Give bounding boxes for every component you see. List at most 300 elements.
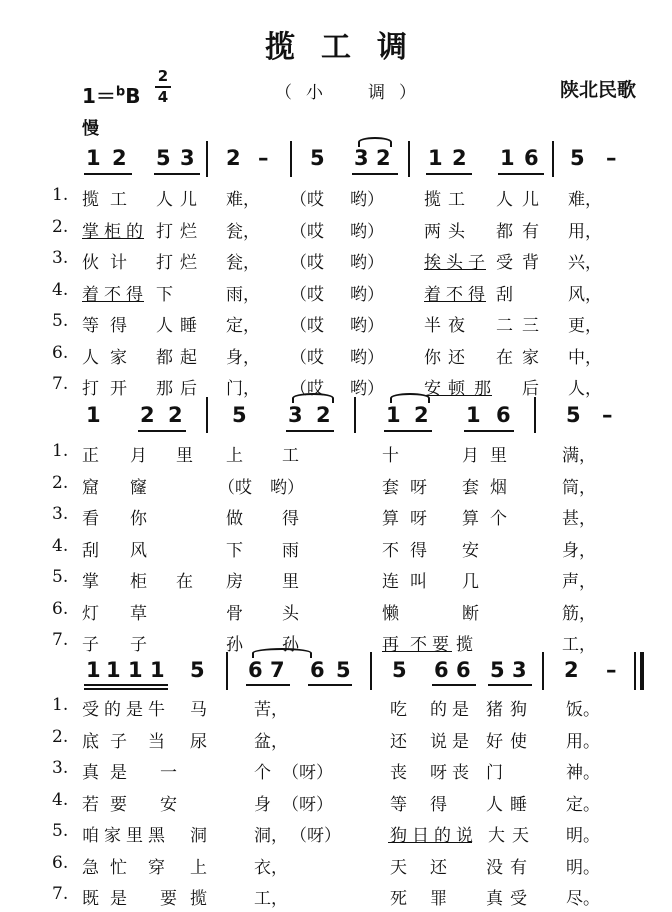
lyric: 狗 bbox=[390, 826, 407, 846]
lyric: 人 bbox=[156, 316, 173, 336]
lyric: 两 bbox=[424, 222, 441, 242]
note: 1 bbox=[386, 403, 401, 427]
lyric: 月 bbox=[130, 446, 147, 466]
lyric: 哟） bbox=[350, 348, 384, 368]
lyric: 半 bbox=[424, 316, 441, 336]
lyric: （呀） bbox=[282, 763, 333, 783]
lyric: 身， bbox=[226, 348, 260, 368]
bar-line bbox=[206, 141, 208, 177]
lyric: 受 bbox=[82, 700, 99, 720]
lyric: 说 bbox=[430, 732, 447, 752]
lyric: 神。 bbox=[566, 763, 600, 783]
note: 1 bbox=[150, 658, 165, 682]
lyric: 刮 bbox=[82, 541, 99, 561]
lyric: 难， bbox=[226, 190, 260, 210]
lyric: 几 bbox=[462, 572, 479, 592]
lyric: 真 bbox=[82, 763, 99, 783]
lyric: 急 bbox=[82, 858, 99, 878]
verse-number: 4. bbox=[52, 280, 69, 300]
lyric: 挨 bbox=[424, 253, 441, 273]
lyric: （哎 bbox=[218, 478, 252, 498]
beam bbox=[426, 173, 472, 175]
lyric: 孙 bbox=[282, 635, 299, 655]
note: 3 bbox=[354, 146, 369, 170]
note: 1 bbox=[500, 146, 515, 170]
lyric: 人 bbox=[496, 190, 513, 210]
lyric: 不 bbox=[410, 635, 427, 655]
beam bbox=[488, 684, 532, 686]
lyric: 受 bbox=[510, 889, 527, 909]
lyric: 叫 bbox=[410, 572, 427, 592]
lyric-underline bbox=[424, 395, 492, 396]
tie bbox=[292, 393, 334, 403]
lyric: （哎 bbox=[290, 348, 324, 368]
lyric: 上 bbox=[190, 858, 207, 878]
lyric: 工 bbox=[110, 190, 127, 210]
tie bbox=[358, 137, 392, 147]
lyric: 打 bbox=[82, 379, 99, 399]
lyric: 马 bbox=[190, 700, 207, 720]
lyric: （哎 bbox=[290, 316, 324, 336]
verse-number: 3. bbox=[52, 248, 69, 268]
lyric: 儿 bbox=[180, 190, 197, 210]
beam bbox=[84, 688, 168, 690]
beam bbox=[498, 173, 544, 175]
lyric: 黑 bbox=[148, 826, 165, 846]
verse-number: 4. bbox=[52, 790, 69, 810]
lyric: 睡 bbox=[180, 316, 197, 336]
beam bbox=[84, 173, 132, 175]
lyric: 的 bbox=[104, 700, 121, 720]
lyric: 那 bbox=[474, 379, 491, 399]
note: 2 bbox=[414, 403, 429, 427]
lyric: 不 bbox=[446, 285, 463, 305]
lyric: 的 bbox=[430, 700, 447, 720]
lyric: 家 bbox=[110, 348, 127, 368]
lyric: 都 bbox=[156, 348, 173, 368]
verse-number: 2. bbox=[52, 217, 69, 237]
lyric: 草 bbox=[130, 604, 147, 624]
lyric: 若 bbox=[82, 795, 99, 815]
verse-number: 5. bbox=[52, 311, 69, 331]
note: – bbox=[606, 658, 617, 682]
lyric: 你 bbox=[424, 348, 441, 368]
lyric: 定， bbox=[226, 316, 260, 336]
beam bbox=[384, 430, 432, 432]
lyric: 的 bbox=[126, 222, 143, 242]
lyric: 里 bbox=[126, 826, 143, 846]
lyric: 三 bbox=[522, 316, 539, 336]
lyric: 要 bbox=[110, 795, 127, 815]
lyric: 丧 bbox=[452, 763, 469, 783]
lyric: 尿 bbox=[190, 732, 207, 752]
verse-number: 6. bbox=[52, 343, 69, 363]
lyric: 中， bbox=[568, 348, 602, 368]
note: 2 bbox=[376, 146, 391, 170]
lyric: 门 bbox=[486, 763, 503, 783]
lyric: 刮 bbox=[496, 285, 513, 305]
lyric: 雨 bbox=[282, 541, 299, 561]
lyric: 窟 bbox=[82, 478, 99, 498]
key-note: B bbox=[125, 84, 141, 108]
lyric: 灯 bbox=[82, 604, 99, 624]
lyric: 夜 bbox=[448, 316, 465, 336]
lyric: 是 bbox=[452, 700, 469, 720]
lyric: 衣， bbox=[254, 858, 288, 878]
lyric: 在 bbox=[496, 348, 513, 368]
lyric: 苦， bbox=[254, 700, 288, 720]
lyric: （呀） bbox=[290, 826, 341, 846]
lyric: 身， bbox=[562, 541, 596, 561]
lyric: 瓮， bbox=[226, 222, 260, 242]
lyric: 下 bbox=[156, 285, 173, 305]
lyric: 有 bbox=[510, 858, 527, 878]
lyric: 你 bbox=[130, 509, 147, 529]
lyric: 后 bbox=[180, 379, 197, 399]
lyric: 甚， bbox=[562, 509, 596, 529]
lyric: 十 bbox=[382, 446, 399, 466]
lyric: 烂 bbox=[180, 222, 197, 242]
verse-number: 3. bbox=[52, 758, 69, 778]
lyric: 安 bbox=[160, 795, 177, 815]
lyric: 子 bbox=[468, 253, 485, 273]
lyric: 用。 bbox=[566, 732, 600, 752]
lyric: 安 bbox=[424, 379, 441, 399]
lyric: 吃 bbox=[390, 700, 407, 720]
lyric: 里 bbox=[176, 446, 193, 466]
lyric: 等 bbox=[390, 795, 407, 815]
lyric: 计 bbox=[110, 253, 127, 273]
lyric: 着 bbox=[424, 285, 441, 305]
lyric: 尽。 bbox=[566, 889, 600, 909]
verse-number: 1. bbox=[52, 441, 69, 461]
note: 2 bbox=[564, 658, 579, 682]
lyric: 的 bbox=[434, 826, 451, 846]
lyric: 头 bbox=[448, 222, 465, 242]
lyric: 头 bbox=[282, 604, 299, 624]
note: 2 bbox=[112, 146, 127, 170]
note: 5 bbox=[490, 658, 505, 682]
lyric: 工， bbox=[562, 635, 596, 655]
note: 5 bbox=[570, 146, 585, 170]
lyric: 哟） bbox=[350, 285, 384, 305]
lyric: 房 bbox=[226, 572, 243, 592]
lyric: 天 bbox=[512, 826, 529, 846]
note: 6 bbox=[248, 658, 263, 682]
bar-line bbox=[354, 397, 356, 433]
lyric: 身 bbox=[254, 795, 271, 815]
lyric-underline bbox=[424, 301, 486, 302]
lyric: 柜 bbox=[104, 222, 121, 242]
beam bbox=[352, 173, 398, 175]
lyric: （哎 bbox=[290, 253, 324, 273]
lyric: 再 bbox=[382, 635, 399, 655]
lyric: 烟 bbox=[490, 478, 507, 498]
lyric: 那 bbox=[156, 379, 173, 399]
lyric: 得 bbox=[410, 541, 427, 561]
bar-line bbox=[206, 397, 208, 433]
lyric: 大 bbox=[488, 826, 505, 846]
lyric: 狗 bbox=[510, 700, 527, 720]
beam bbox=[138, 430, 186, 432]
lyric: 窿 bbox=[130, 478, 147, 498]
origin-label: 陕北民歌 bbox=[560, 79, 637, 101]
lyric: （哎 bbox=[290, 285, 324, 305]
lyric: 安 bbox=[462, 541, 479, 561]
lyric: 得 bbox=[126, 285, 143, 305]
lyric: 看 bbox=[82, 509, 99, 529]
lyric: 风， bbox=[568, 285, 602, 305]
note: 1 bbox=[86, 658, 101, 682]
lyric: 不 bbox=[382, 541, 399, 561]
lyric: 说 bbox=[456, 826, 473, 846]
lyric: 受 bbox=[496, 253, 513, 273]
lyric: 明。 bbox=[566, 858, 600, 878]
bar-line bbox=[552, 141, 554, 177]
bar-line bbox=[290, 141, 292, 177]
verse-number: 6. bbox=[52, 853, 69, 873]
lyric: 真 bbox=[486, 889, 503, 909]
lyric: 使 bbox=[510, 732, 527, 752]
final-bar-line bbox=[640, 652, 644, 690]
key-signature bbox=[82, 80, 140, 109]
lyric: 门， bbox=[226, 379, 260, 399]
verse-number: 7. bbox=[52, 884, 69, 904]
lyric: 筒， bbox=[562, 478, 596, 498]
lyric: 哟） bbox=[350, 190, 384, 210]
lyric: 套 bbox=[382, 478, 399, 498]
lyric: 雨， bbox=[226, 285, 260, 305]
lyric: 天 bbox=[390, 858, 407, 878]
lyric: 更， bbox=[568, 316, 602, 336]
bar-line bbox=[226, 652, 228, 690]
lyric: 没 bbox=[486, 858, 503, 878]
lyric: 掌 bbox=[82, 222, 99, 242]
note: 7 bbox=[270, 658, 285, 682]
lyric: 不 bbox=[104, 285, 121, 305]
lyric: 筋， bbox=[562, 604, 596, 624]
lyric: 哟） bbox=[350, 379, 384, 399]
lyric: 睡 bbox=[510, 795, 527, 815]
lyric: 工， bbox=[254, 889, 288, 909]
lyric: 是 bbox=[110, 763, 127, 783]
song-title: 揽工调 bbox=[265, 30, 433, 65]
lyric: 哟） bbox=[270, 478, 304, 498]
lyric: 得 bbox=[282, 509, 299, 529]
lyric: 穿 bbox=[148, 858, 165, 878]
lyric: 要 bbox=[432, 635, 449, 655]
note: 6 bbox=[496, 403, 511, 427]
lyric: 儿 bbox=[522, 190, 539, 210]
lyric: 哟） bbox=[350, 222, 384, 242]
lyric: 算 bbox=[382, 509, 399, 529]
lyric: （呀） bbox=[282, 795, 333, 815]
lyric: 呀 bbox=[410, 478, 427, 498]
lyric-underline bbox=[388, 842, 472, 843]
lyric: 猪 bbox=[486, 700, 503, 720]
lyric: 子 bbox=[130, 635, 147, 655]
lyric: 得 bbox=[468, 285, 485, 305]
lyric: 里 bbox=[282, 572, 299, 592]
verse-number: 3. bbox=[52, 504, 69, 524]
lyric-underline bbox=[82, 238, 144, 239]
lyric: 个 bbox=[254, 763, 271, 783]
note: 2 bbox=[452, 146, 467, 170]
lyric: 饭。 bbox=[566, 700, 600, 720]
note: 2 bbox=[168, 403, 183, 427]
lyric: 底 bbox=[82, 732, 99, 752]
note: 2 bbox=[316, 403, 331, 427]
lyric: 孙 bbox=[226, 635, 243, 655]
verse-number: 7. bbox=[52, 630, 69, 650]
beam bbox=[154, 173, 200, 175]
lyric: （哎 bbox=[290, 222, 324, 242]
beam bbox=[432, 684, 476, 686]
lyric: 揽 bbox=[82, 190, 99, 210]
lyric: 打 bbox=[156, 222, 173, 242]
lyric: 声， bbox=[562, 572, 596, 592]
beam bbox=[246, 684, 290, 686]
note: – bbox=[602, 403, 613, 427]
note: 3 bbox=[288, 403, 303, 427]
lyric: 呀 bbox=[410, 509, 427, 529]
verse-number: 2. bbox=[52, 473, 69, 493]
lyric: 哟） bbox=[350, 316, 384, 336]
note: 1 bbox=[428, 146, 443, 170]
lyric: 人 bbox=[156, 190, 173, 210]
lyric: 明。 bbox=[566, 826, 600, 846]
lyric: 呀 bbox=[430, 763, 447, 783]
lyric: 等 bbox=[82, 316, 99, 336]
meter-bottom: 4 bbox=[157, 88, 169, 106]
lyric: 盆， bbox=[254, 732, 288, 752]
bar-line bbox=[370, 652, 372, 690]
lyric: 还 bbox=[390, 732, 407, 752]
note: 5 bbox=[232, 403, 247, 427]
lyric: 个 bbox=[490, 509, 507, 529]
lyric: 柜 bbox=[130, 572, 147, 592]
note: – bbox=[606, 146, 617, 170]
lyric: 套 bbox=[462, 478, 479, 498]
lyric: 后 bbox=[522, 379, 539, 399]
verse-number: 5. bbox=[52, 567, 69, 587]
lyric: （哎 bbox=[290, 190, 324, 210]
note: – bbox=[258, 146, 269, 170]
lyric: 算 bbox=[462, 509, 479, 529]
verse-number: 7. bbox=[52, 374, 69, 394]
lyric-underline bbox=[82, 301, 144, 302]
lyric: 顿 bbox=[448, 379, 465, 399]
beam bbox=[308, 684, 352, 686]
lyric: 伙 bbox=[82, 253, 99, 273]
lyric: 还 bbox=[448, 348, 465, 368]
lyric: 罪 bbox=[430, 889, 447, 909]
note: 5 bbox=[190, 658, 205, 682]
lyric: 揽 bbox=[424, 190, 441, 210]
beam bbox=[84, 684, 168, 686]
lyric: 骨 bbox=[226, 604, 243, 624]
lyric: 工 bbox=[448, 190, 465, 210]
note: 2 bbox=[140, 403, 155, 427]
lyric: 当 bbox=[148, 732, 165, 752]
lyric: 头 bbox=[446, 253, 463, 273]
note: 1 bbox=[106, 658, 121, 682]
lyric: 用， bbox=[568, 222, 602, 242]
note: 1 bbox=[128, 658, 143, 682]
lyric: 子 bbox=[82, 635, 99, 655]
key-flat: b bbox=[115, 84, 126, 100]
lyric: 做 bbox=[226, 509, 243, 529]
note: 5 bbox=[336, 658, 351, 682]
note: 6 bbox=[524, 146, 539, 170]
lyric: 背 bbox=[522, 253, 539, 273]
lyric: 二 bbox=[496, 316, 513, 336]
lyric: 揽 bbox=[456, 635, 473, 655]
lyric: 风 bbox=[130, 541, 147, 561]
lyric: 开 bbox=[110, 379, 127, 399]
lyric: 得 bbox=[110, 316, 127, 336]
verse-number: 1. bbox=[52, 185, 69, 205]
note: 3 bbox=[180, 146, 195, 170]
lyric: 是 bbox=[126, 700, 143, 720]
note: 6 bbox=[456, 658, 471, 682]
lyric: （哎 bbox=[290, 379, 324, 399]
mode-label: （小 调） bbox=[275, 83, 430, 103]
lyric: 烂 bbox=[180, 253, 197, 273]
beam bbox=[464, 430, 514, 432]
note: 5 bbox=[156, 146, 171, 170]
note: 1 bbox=[86, 403, 101, 427]
lyric: 得 bbox=[430, 795, 447, 815]
lyric: 牛 bbox=[148, 700, 165, 720]
beam bbox=[286, 430, 334, 432]
lyric-underline bbox=[424, 269, 486, 270]
lyric: 月 bbox=[462, 446, 479, 466]
tie bbox=[252, 648, 312, 658]
lyric: 忙 bbox=[110, 858, 127, 878]
lyric: 掌 bbox=[82, 572, 99, 592]
tie bbox=[390, 393, 430, 403]
lyric: 好 bbox=[486, 732, 503, 752]
key-prefix: 1＝ bbox=[82, 84, 116, 108]
lyric: 满， bbox=[562, 446, 596, 466]
lyric: 哟） bbox=[350, 253, 384, 273]
time-signature bbox=[155, 68, 171, 106]
verse-number: 5. bbox=[52, 821, 69, 841]
note: 5 bbox=[310, 146, 325, 170]
note: 2 bbox=[226, 146, 241, 170]
lyric: 懒 bbox=[382, 604, 399, 624]
bar-line bbox=[534, 397, 536, 433]
meter-top: 2 bbox=[157, 67, 169, 85]
note: 5 bbox=[566, 403, 581, 427]
lyric: 子 bbox=[110, 732, 127, 752]
lyric: 瓮， bbox=[226, 253, 260, 273]
bar-line bbox=[634, 652, 636, 690]
lyric: 工 bbox=[282, 446, 299, 466]
lyric: 人 bbox=[82, 348, 99, 368]
lyric: 人， bbox=[568, 379, 602, 399]
lyric: 都 bbox=[496, 222, 513, 242]
lyric: 上 bbox=[226, 446, 243, 466]
lyric: 有 bbox=[522, 222, 539, 242]
verse-number: 1. bbox=[52, 695, 69, 715]
lyric: 兴， bbox=[568, 253, 602, 273]
lyric: 家 bbox=[522, 348, 539, 368]
lyric: 死 bbox=[390, 889, 407, 909]
lyric: 里 bbox=[490, 446, 507, 466]
lyric: 断 bbox=[462, 604, 479, 624]
